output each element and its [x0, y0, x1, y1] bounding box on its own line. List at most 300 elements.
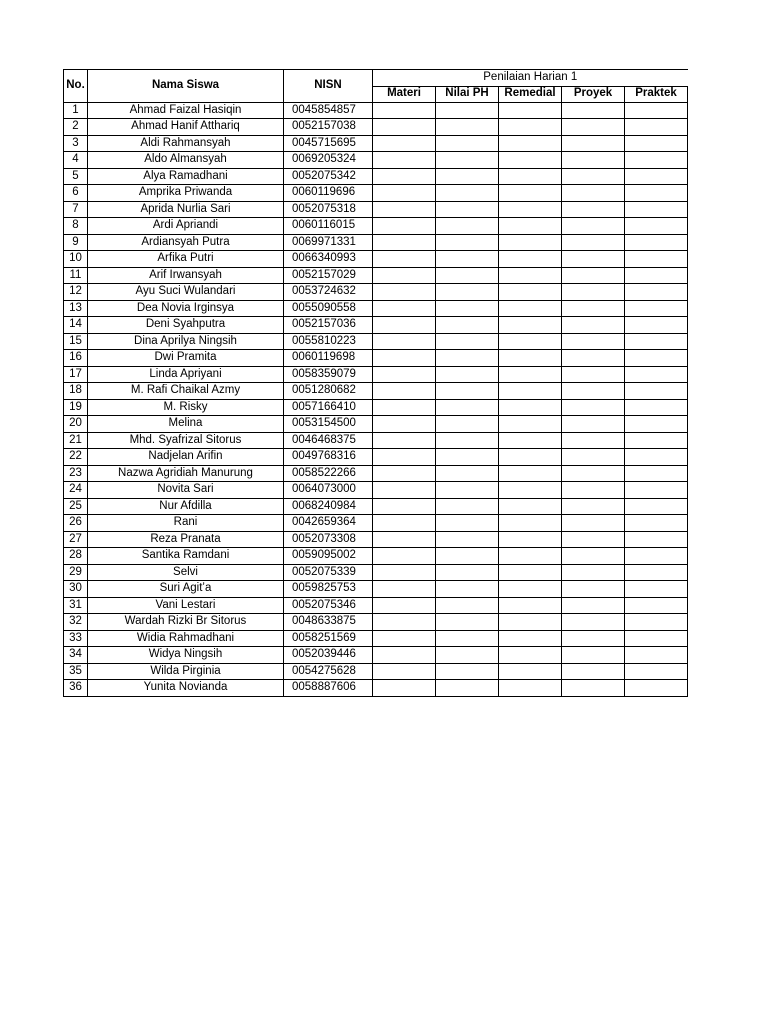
cell-nilai-ph [436, 515, 499, 532]
table-row [64, 680, 688, 697]
student-name: Linda Apriyani [88, 366, 284, 383]
cell-proyek [562, 300, 625, 317]
cell-praktek [625, 300, 688, 317]
cell-materi [373, 366, 436, 383]
cell-remedial [499, 432, 562, 449]
student-name: Ardiansyah Putra [88, 234, 284, 251]
cell-materi [373, 234, 436, 251]
row-number: 27 [64, 531, 88, 548]
cell-praktek [625, 531, 688, 548]
student-nisn: 0054275628 [284, 663, 373, 680]
cell-nilai-ph [436, 663, 499, 680]
student-name: Selvi [88, 564, 284, 581]
cell-nilai-ph [436, 102, 499, 119]
cell-proyek [562, 251, 625, 268]
cell-proyek [562, 449, 625, 466]
cell-praktek [625, 119, 688, 136]
table-row [64, 218, 688, 235]
cell-proyek [562, 432, 625, 449]
cell-remedial [499, 185, 562, 202]
cell-materi [373, 135, 436, 152]
cell-praktek [625, 152, 688, 169]
cell-nilai-ph [436, 498, 499, 515]
cell-praktek [625, 581, 688, 598]
student-name: Suri Agitʼa [88, 581, 284, 598]
table-row [64, 185, 688, 202]
student-nisn: 0055810223 [284, 333, 373, 350]
table-header [64, 70, 688, 103]
cell-nilai-ph [436, 168, 499, 185]
cell-remedial [499, 630, 562, 647]
cell-materi [373, 284, 436, 301]
table-row [64, 366, 688, 383]
cell-materi [373, 317, 436, 334]
cell-proyek [562, 630, 625, 647]
header-praktek: Praktek [625, 86, 688, 102]
table-row [64, 416, 688, 433]
cell-praktek [625, 449, 688, 466]
cell-proyek [562, 366, 625, 383]
cell-nilai-ph [436, 614, 499, 631]
cell-praktek [625, 317, 688, 334]
table-row [64, 515, 688, 532]
cell-nilai-ph [436, 680, 499, 697]
row-number: 29 [64, 564, 88, 581]
student-nisn: 0068240984 [284, 498, 373, 515]
cell-praktek [625, 680, 688, 697]
table-row [64, 663, 688, 680]
cell-praktek [625, 498, 688, 515]
student-name: Wardah Rizki Br Sitorus [88, 614, 284, 631]
cell-nilai-ph [436, 548, 499, 565]
table-row [64, 267, 688, 284]
cell-proyek [562, 548, 625, 565]
table-row [64, 482, 688, 499]
row-number: 4 [64, 152, 88, 169]
cell-remedial [499, 218, 562, 235]
cell-nilai-ph [436, 383, 499, 400]
student-name: Wilda Pirginia [88, 663, 284, 680]
header-materi: Materi [373, 86, 436, 102]
cell-nilai-ph [436, 119, 499, 136]
cell-praktek [625, 416, 688, 433]
header-nisn: NISN [284, 70, 373, 103]
cell-nilai-ph [436, 564, 499, 581]
table-row [64, 168, 688, 185]
cell-materi [373, 300, 436, 317]
student-nisn: 0060119698 [284, 350, 373, 367]
cell-praktek [625, 366, 688, 383]
cell-materi [373, 614, 436, 631]
cell-proyek [562, 465, 625, 482]
table-row [64, 119, 688, 136]
cell-praktek [625, 234, 688, 251]
row-number: 11 [64, 267, 88, 284]
cell-remedial [499, 548, 562, 565]
student-name: Reza Pranata [88, 531, 284, 548]
student-name: Vani Lestari [88, 597, 284, 614]
cell-praktek [625, 564, 688, 581]
table-row [64, 333, 688, 350]
cell-remedial [499, 152, 562, 169]
cell-proyek [562, 383, 625, 400]
cell-materi [373, 267, 436, 284]
cell-praktek [625, 168, 688, 185]
cell-remedial [499, 416, 562, 433]
row-number: 20 [64, 416, 88, 433]
cell-materi [373, 218, 436, 235]
cell-materi [373, 399, 436, 416]
table-row [64, 152, 688, 169]
cell-proyek [562, 663, 625, 680]
student-name: Dina Aprilya Ningsih [88, 333, 284, 350]
cell-nilai-ph [436, 597, 499, 614]
cell-materi [373, 432, 436, 449]
table-row [64, 300, 688, 317]
cell-praktek [625, 383, 688, 400]
student-nisn: 0053724632 [284, 284, 373, 301]
student-name: Widya Ningsih [88, 647, 284, 664]
student-name: Rani [88, 515, 284, 532]
cell-praktek [625, 465, 688, 482]
cell-proyek [562, 333, 625, 350]
cell-praktek [625, 201, 688, 218]
student-nisn: 0052157036 [284, 317, 373, 334]
student-nisn: 0053154500 [284, 416, 373, 433]
cell-nilai-ph [436, 284, 499, 301]
cell-remedial [499, 614, 562, 631]
cell-materi [373, 531, 436, 548]
cell-remedial [499, 399, 562, 416]
row-number: 23 [64, 465, 88, 482]
table-row [64, 647, 688, 664]
cell-praktek [625, 597, 688, 614]
student-nisn: 0069971331 [284, 234, 373, 251]
row-number: 15 [64, 333, 88, 350]
cell-nilai-ph [436, 432, 499, 449]
table-row [64, 383, 688, 400]
student-nisn: 0045854857 [284, 102, 373, 119]
student-nisn: 0060119696 [284, 185, 373, 202]
cell-remedial [499, 119, 562, 136]
row-number: 9 [64, 234, 88, 251]
row-number: 32 [64, 614, 88, 631]
cell-praktek [625, 284, 688, 301]
cell-remedial [499, 498, 562, 515]
table-row [64, 498, 688, 515]
cell-proyek [562, 102, 625, 119]
student-nisn: 0052075339 [284, 564, 373, 581]
student-name: Arif Irwansyah [88, 267, 284, 284]
cell-nilai-ph [436, 531, 499, 548]
row-number: 26 [64, 515, 88, 532]
row-number: 34 [64, 647, 88, 664]
row-number: 13 [64, 300, 88, 317]
row-number: 21 [64, 432, 88, 449]
cell-nilai-ph [436, 267, 499, 284]
table-row [64, 614, 688, 631]
cell-nilai-ph [436, 350, 499, 367]
cell-praktek [625, 333, 688, 350]
table-row [64, 251, 688, 268]
row-number: 28 [64, 548, 88, 565]
header-proyek: Proyek [562, 86, 625, 102]
cell-praktek [625, 135, 688, 152]
cell-materi [373, 201, 436, 218]
cell-nilai-ph [436, 366, 499, 383]
cell-proyek [562, 119, 625, 136]
cell-praktek [625, 102, 688, 119]
cell-remedial [499, 680, 562, 697]
student-nisn: 0066340993 [284, 251, 373, 268]
cell-materi [373, 465, 436, 482]
student-nisn: 0055090558 [284, 300, 373, 317]
row-number: 1 [64, 102, 88, 119]
cell-praktek [625, 647, 688, 664]
table-row [64, 630, 688, 647]
cell-proyek [562, 350, 625, 367]
row-number: 10 [64, 251, 88, 268]
student-name: Ahmad Faizal Hasiqin [88, 102, 284, 119]
cell-proyek [562, 680, 625, 697]
cell-materi [373, 185, 436, 202]
cell-proyek [562, 201, 625, 218]
student-name: Ardi Apriandi [88, 218, 284, 235]
student-name: M. Risky [88, 399, 284, 416]
student-nisn: 0058522266 [284, 465, 373, 482]
cell-materi [373, 548, 436, 565]
cell-materi [373, 630, 436, 647]
cell-materi [373, 333, 436, 350]
cell-nilai-ph [436, 317, 499, 334]
student-nisn: 0052075342 [284, 168, 373, 185]
row-number: 12 [64, 284, 88, 301]
cell-remedial [499, 663, 562, 680]
cell-materi [373, 102, 436, 119]
cell-nilai-ph [436, 234, 499, 251]
header-no: No. [64, 70, 88, 103]
table-row [64, 581, 688, 598]
cell-nilai-ph [436, 135, 499, 152]
row-number: 18 [64, 383, 88, 400]
cell-remedial [499, 135, 562, 152]
cell-remedial [499, 581, 562, 598]
cell-remedial [499, 482, 562, 499]
cell-materi [373, 416, 436, 433]
cell-materi [373, 168, 436, 185]
table-row [64, 234, 688, 251]
cell-praktek [625, 482, 688, 499]
table-row [64, 284, 688, 301]
cell-proyek [562, 531, 625, 548]
cell-nilai-ph [436, 482, 499, 499]
cell-nilai-ph [436, 399, 499, 416]
student-name: Nur Afdilla [88, 498, 284, 515]
cell-proyek [562, 647, 625, 664]
row-number: 7 [64, 201, 88, 218]
student-nisn: 0052073308 [284, 531, 373, 548]
student-nisn: 0060116015 [284, 218, 373, 235]
cell-nilai-ph [436, 416, 499, 433]
student-nisn: 0052039446 [284, 647, 373, 664]
student-name: Alya Ramadhani [88, 168, 284, 185]
cell-remedial [499, 284, 562, 301]
table-row [64, 399, 688, 416]
header-remedial: Remedial [499, 86, 562, 102]
cell-proyek [562, 482, 625, 499]
student-nisn: 0052157038 [284, 119, 373, 136]
cell-remedial [499, 383, 562, 400]
row-number: 2 [64, 119, 88, 136]
table-row [64, 564, 688, 581]
row-number: 8 [64, 218, 88, 235]
row-number: 30 [64, 581, 88, 598]
cell-proyek [562, 614, 625, 631]
row-number: 3 [64, 135, 88, 152]
table-row [64, 465, 688, 482]
cell-proyek [562, 416, 625, 433]
cell-proyek [562, 234, 625, 251]
row-number: 31 [64, 597, 88, 614]
student-name: Mhd. Syafrizal Sitorus [88, 432, 284, 449]
student-name: Deni Syahputra [88, 317, 284, 334]
cell-materi [373, 680, 436, 697]
row-number: 14 [64, 317, 88, 334]
student-nisn: 0045715695 [284, 135, 373, 152]
cell-proyek [562, 185, 625, 202]
row-number: 24 [64, 482, 88, 499]
row-number: 5 [64, 168, 88, 185]
student-nisn: 0059825753 [284, 581, 373, 598]
cell-praktek [625, 663, 688, 680]
cell-nilai-ph [436, 465, 499, 482]
cell-materi [373, 564, 436, 581]
table-row [64, 449, 688, 466]
cell-remedial [499, 333, 562, 350]
row-number: 36 [64, 680, 88, 697]
student-nisn: 0049768316 [284, 449, 373, 466]
grade-table [63, 69, 688, 697]
cell-praktek [625, 432, 688, 449]
student-name: M. Rafi Chaikal Azmy [88, 383, 284, 400]
table-row [64, 201, 688, 218]
student-nisn: 0069205324 [284, 152, 373, 169]
student-name: Arfika Putri [88, 251, 284, 268]
cell-proyek [562, 152, 625, 169]
cell-remedial [499, 317, 562, 334]
cell-praktek [625, 218, 688, 235]
student-nisn: 0058251569 [284, 630, 373, 647]
student-name: Ayu Suci Wulandari [88, 284, 284, 301]
cell-praktek [625, 267, 688, 284]
cell-nilai-ph [436, 251, 499, 268]
cell-nilai-ph [436, 185, 499, 202]
cell-remedial [499, 267, 562, 284]
cell-remedial [499, 465, 562, 482]
row-number: 19 [64, 399, 88, 416]
cell-proyek [562, 597, 625, 614]
cell-materi [373, 350, 436, 367]
table-row [64, 317, 688, 334]
cell-remedial [499, 251, 562, 268]
cell-remedial [499, 350, 562, 367]
cell-materi [373, 498, 436, 515]
cell-nilai-ph [436, 449, 499, 466]
row-number: 17 [64, 366, 88, 383]
cell-nilai-ph [436, 201, 499, 218]
student-name: Amprika Priwanda [88, 185, 284, 202]
cell-remedial [499, 515, 562, 532]
header-nilai-ph: Nilai PH [436, 86, 499, 102]
student-name: Melina [88, 416, 284, 433]
cell-nilai-ph [436, 218, 499, 235]
cell-praktek [625, 515, 688, 532]
cell-remedial [499, 531, 562, 548]
student-nisn: 0059095002 [284, 548, 373, 565]
student-nisn: 0052075318 [284, 201, 373, 218]
cell-proyek [562, 168, 625, 185]
cell-remedial [499, 647, 562, 664]
cell-nilai-ph [436, 152, 499, 169]
header-penilaian-harian: Penilaian Harian 1 [373, 70, 688, 87]
cell-praktek [625, 548, 688, 565]
cell-materi [373, 482, 436, 499]
student-nisn: 0042659364 [284, 515, 373, 532]
cell-proyek [562, 581, 625, 598]
table-row [64, 135, 688, 152]
student-nisn: 0058887606 [284, 680, 373, 697]
row-number: 22 [64, 449, 88, 466]
student-name: Dwi Pramita [88, 350, 284, 367]
cell-proyek [562, 135, 625, 152]
student-nisn: 0046468375 [284, 432, 373, 449]
cell-remedial [499, 564, 562, 581]
cell-proyek [562, 317, 625, 334]
student-name: Nadjelan Arifin [88, 449, 284, 466]
table-row [64, 548, 688, 565]
row-number: 35 [64, 663, 88, 680]
cell-praktek [625, 350, 688, 367]
table-row [64, 531, 688, 548]
cell-proyek [562, 515, 625, 532]
student-name: Aldo Almansyah [88, 152, 284, 169]
cell-remedial [499, 597, 562, 614]
cell-materi [373, 449, 436, 466]
cell-materi [373, 663, 436, 680]
cell-proyek [562, 218, 625, 235]
student-nisn: 0048633875 [284, 614, 373, 631]
student-nisn: 0051280682 [284, 383, 373, 400]
cell-remedial [499, 449, 562, 466]
cell-nilai-ph [436, 333, 499, 350]
student-nisn: 0057166410 [284, 399, 373, 416]
cell-proyek [562, 399, 625, 416]
student-rows [64, 102, 688, 696]
student-name: Nazwa Agridiah Manurung [88, 465, 284, 482]
cell-remedial [499, 102, 562, 119]
student-nisn: 0052157029 [284, 267, 373, 284]
cell-remedial [499, 234, 562, 251]
header-name: Nama Siswa [88, 70, 284, 103]
cell-proyek [562, 284, 625, 301]
cell-remedial [499, 366, 562, 383]
row-number: 33 [64, 630, 88, 647]
student-nisn: 0064073000 [284, 482, 373, 499]
table-row [64, 350, 688, 367]
row-number: 25 [64, 498, 88, 515]
cell-nilai-ph [436, 630, 499, 647]
cell-materi [373, 515, 436, 532]
